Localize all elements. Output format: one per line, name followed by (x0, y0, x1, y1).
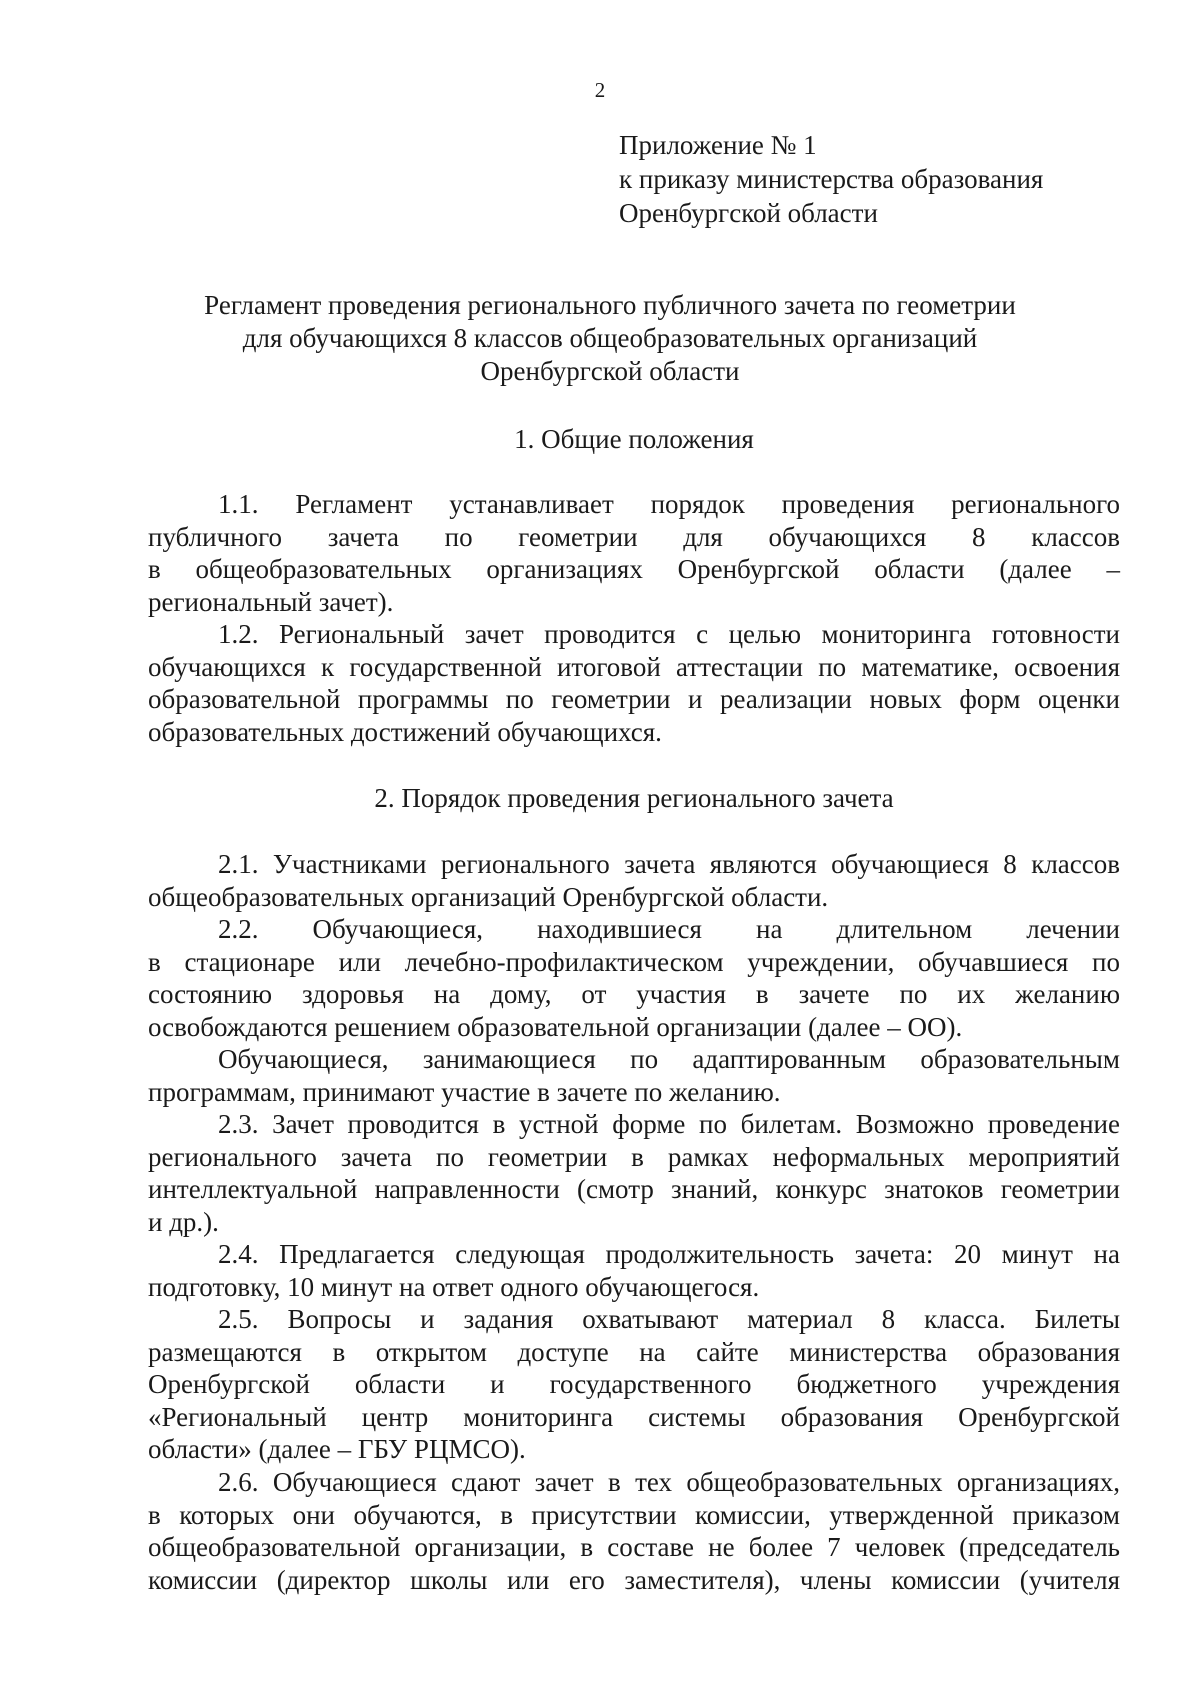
text-line: 1.2. Региональный зачет проводится с целью мониторинга готовности (218, 619, 1120, 649)
text-line: интеллектуальной направленности (смотр знаний, конкурс знатоков геометрии (148, 1174, 1120, 1204)
paragraph-2-2 (148, 913, 1120, 1043)
title-line: для обучающихся 8 классов общеобразовательных организаций (242, 323, 978, 353)
text-line: 2.2. Обучающиеся, находившиеся на длительном лечении (218, 914, 1120, 944)
appendix-line: Оренбургской области (619, 198, 878, 228)
section-heading-general: 1. Общие положения (514, 424, 754, 454)
paragraph-2-4 (148, 1238, 1120, 1303)
text-line: «Региональный центр мониторинга системы образования Оренбургской (148, 1401, 1120, 1432)
paragraph-2-2-adapted (148, 1043, 1120, 1108)
title-line: Регламент проведения регионального публичного зачета по геометрии (204, 290, 1016, 320)
text-line: образовательных достижений обучающихся. (148, 716, 662, 747)
text-line: подготовку, 10 минут на ответ одного обучающегося. (148, 1271, 760, 1302)
text-line: комиссии (директор школы или его заместителя), члены комиссии (учителя (148, 1564, 1120, 1595)
text-line: публичного зачета по геометрии для обучающихся 8 классов (148, 521, 1120, 552)
paragraph-1-2 (148, 618, 1120, 748)
paragraph-2-5 (148, 1303, 1120, 1466)
text-line: Обучающиеся, занимающиеся по адаптированным образовательным (218, 1044, 1120, 1074)
text-line: в общеобразовательных организациях Оренбургской области (далее – (148, 554, 1120, 584)
text-line: в стационаре или лечебно-профилактическом учреждении, обучавшиеся по (148, 946, 1120, 977)
text-line: и др.). (148, 1206, 219, 1237)
text-line: обучающихся к государственной итоговой аттестации по математике, освоения (148, 651, 1120, 682)
paragraph-2-1 (148, 848, 1120, 913)
document-title (130, 289, 1090, 388)
text-line: 2.4. Предлагается следующая продолжительность зачета: 20 минут на (218, 1239, 1120, 1269)
appendix-reference (619, 128, 1139, 230)
paragraph-2-6 (148, 1466, 1120, 1596)
text-line: общеобразовательных организаций Оренбургской области. (148, 881, 829, 912)
text-line: в которых они обучаются, в присутствии комиссии, утвержденной приказом (148, 1499, 1120, 1530)
paragraph-1-1 (148, 488, 1120, 618)
text-line: 2.1. Участниками регионального зачета являются обучающиеся 8 классов (218, 849, 1120, 879)
text-line: образовательной программы по геометрии и реализации новых форм оценки (148, 684, 1120, 714)
text-line: размещаются в открытом доступе на сайте министерства образования (148, 1336, 1120, 1367)
page-number: 2 (594, 78, 606, 102)
text-line: Оренбургской области и государственного бюджетного учреждения (148, 1369, 1120, 1399)
text-line: региональный зачет). (148, 586, 394, 617)
text-line: программам, принимают участие в зачете по желанию. (148, 1076, 781, 1107)
paragraph-2-3 (148, 1108, 1120, 1238)
text-line: освобождаются решением образовательной организации (далее – ОО). (148, 1011, 963, 1042)
appendix-line: Приложение № 1 (619, 130, 817, 160)
text-line: общеобразовательной организации, в составе не более 7 человек (председатель (148, 1532, 1120, 1562)
text-line: состоянию здоровья на дому, от участия в зачете по их желанию (148, 979, 1120, 1009)
section-heading-procedure: 2. Порядок проведения регионального зачета (374, 783, 894, 813)
text-line: 2.5. Вопросы и задания охватывают материал 8 класса. Билеты (218, 1304, 1120, 1334)
text-line: регионального зачета по геометрии в рамках неформальных мероприятий (148, 1141, 1120, 1172)
appendix-line: к приказу министерства образования (619, 164, 1044, 194)
text-line: 1.1. Регламент устанавливает порядок проведения регионального (218, 489, 1120, 519)
text-line: области» (далее – ГБУ РЦМСО). (148, 1434, 526, 1464)
text-line: 2.6. Обучающиеся сдают зачет в тех общеобразовательных организациях, (218, 1467, 1120, 1497)
title-line: Оренбургской области (480, 356, 740, 386)
text-line: 2.3. Зачет проводится в устной форме по билетам. Возможно проведение (218, 1109, 1120, 1139)
